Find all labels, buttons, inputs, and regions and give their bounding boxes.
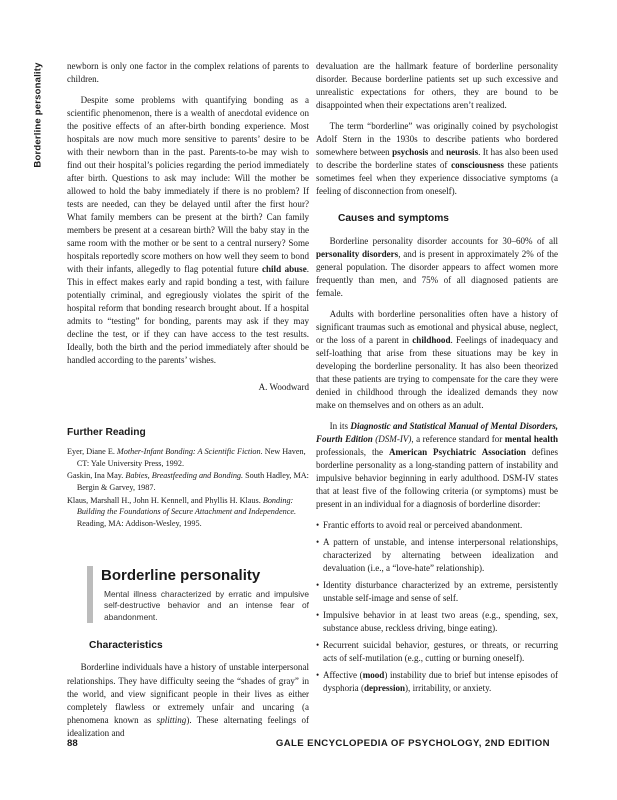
side-tab bbox=[30, 60, 46, 170]
term-link[interactable]: child abuse bbox=[262, 264, 307, 275]
paragraph: newborn is only one factor in the complex relations of parents to children. bbox=[67, 61, 309, 85]
term-link[interactable]: psychosis bbox=[392, 147, 429, 158]
paragraph: devaluation are the hallmark feature of borderline personality disorder. Because borderline patients set up such excessive and unrealistic expectations for others, they are bound to be disappointed when their expectations aren’t realized. bbox=[316, 61, 558, 111]
reference-list bbox=[67, 446, 309, 529]
term-link[interactable]: consciousness bbox=[451, 160, 504, 171]
author-signature: A. Woodward bbox=[258, 382, 309, 393]
list-item: • A pattern of unstable, and intense interpersonal relationships, characterized by alternating between idealization and devaluation (i.e., a “love-hate” relationship). bbox=[316, 536, 558, 575]
paragraph: Borderline personality disorder accounts for 30–60% of all personality disorders, and is present in approximately 2% of the general population. The disorder appears to affect women more frequently than men, and 75% of all diagnosed patients are female. bbox=[316, 235, 558, 298]
list-item: • Affective (mood) instability due to brief but intense episodes of dysphoria (depression), irritability, or anxiety. bbox=[316, 669, 558, 695]
text: ). These alternating feelings of idealization and bbox=[67, 714, 309, 738]
text-italic: splitting bbox=[156, 714, 187, 725]
paragraph bbox=[67, 661, 309, 739]
criteria-list bbox=[316, 519, 558, 695]
term-link[interactable]: personality disorders bbox=[316, 248, 399, 259]
causes-heading: Causes and symptoms bbox=[338, 213, 449, 225]
list-item: • Recurrent suicidal behavior, gestures, or threats, or recurring acts of self-mutilation (e.g., cutting or burning oneself). bbox=[316, 639, 558, 665]
list-item: • Frantic efforts to avoid real or perceived abandonment. bbox=[316, 519, 558, 532]
paragraph bbox=[67, 94, 309, 367]
entry-definition: Mental illness characterized by erratic and impulsive self-destructive behavior and an intense fear of abandonment. bbox=[104, 589, 309, 622]
paragraph: In its Diagnostic and Statistical Manual of Mental Disorders, Fourth Edition (DSM-IV), a reference standard for mental health professionals, the American Psychiatric Association defines borderline personality as a long-standing pattern of instability and impulsive behavior beginning in early adulthood. DSM-IV states that at least five of the following criteria (or symptoms) must be present in an individual for a diagnosis of borderline disorder: bbox=[316, 421, 559, 510]
term-link[interactable]: Diagnostic and Statistical Manual of Mental Disorders, Fourth Edition bbox=[316, 421, 559, 445]
term-link[interactable]: depression bbox=[363, 683, 406, 694]
reference: Klaus, Marshall H., John H. Kennell, and Phyllis H. Klaus. Bonding: Building the Foundations of Secure Attachment and Independence. Reading, MA: Addison-Wesley, 1995. bbox=[67, 495, 297, 528]
left-column bbox=[67, 60, 309, 748]
entry-title: Borderline personality bbox=[101, 566, 261, 584]
side-tab-label: Borderline personality bbox=[32, 62, 44, 168]
text: Borderline individuals have a history of unstable interpersonal relationships. They have difficulty seeing the “shades of gray” in the world, and view significant people in their lives as either completely flawless or extremely unfair and uncaring (a phenomena known as bbox=[67, 662, 309, 725]
term-link[interactable]: American Psychiatric Association bbox=[388, 447, 526, 458]
paragraph: Adults with borderline personalities often have a history of significant traumas such as emotional and physical abuse, neglect, or the loss of a parent in childhood. Feelings of inadequacy and self-loathing that arise from these situations may be key in developing the borderline personality. It has also been theorized that these patients are trying to compensate for the care they were denied in childhood through the idealized demands they now make on themselves and on others as an adult. bbox=[316, 308, 558, 411]
reference: Gaskin, Ina May. Babies, Breastfeeding and Bonding. South Hadley, MA: Bergin & Garvey, 1987. bbox=[67, 471, 309, 492]
term-link[interactable]: mood bbox=[362, 670, 385, 681]
further-reading-heading: Further Reading bbox=[67, 427, 146, 439]
characteristics-heading: Characteristics bbox=[89, 639, 163, 651]
right-column bbox=[316, 60, 558, 699]
publication-title: GALE ENCYCLOPEDIA OF PSYCHOLOGY, 2ND EDITION bbox=[275, 738, 550, 749]
entry-header bbox=[87, 566, 309, 623]
term-link[interactable]: mental health bbox=[504, 434, 558, 445]
list-item: • Identity disturbance characterized by an extreme, persistently unstable self-image and sense of self. bbox=[316, 579, 558, 605]
reference: Eyer, Diane E. Mother-Infant Bonding: A Scientific Fiction. New Haven, CT: Yale University Press, 1992. bbox=[67, 447, 306, 468]
list-item: • Impulsive behavior in at least two areas (e.g., spending, sex, substance abuse, reckless driving, binge eating). bbox=[316, 609, 558, 635]
text: Despite some problems with quantifying bonding as a scientific phenomenon, there is a wealth of anecdotal evidence on the positive effects of an after-birth bonding experience. Most hospitals are now much more sensitive to parents’ desire to be with their newborn than in the past. Parents-to-be may wish to find out their hospital’s policies regarding the period immediately after birth. Questions to ask may include: Will the mother be allowed to hold the baby immediately if there is no problem? If tests are needed, can they be delayed until after the first hour? What family members can be present at the birth? Can family members be present at a cesarean birth? Will the baby stay in the same room with the mother or be sent to a central nursery? Some hospitals reportedly score mothers on how well they seem to bond with their infants, allegedly to flag potential future bbox=[67, 95, 309, 275]
term-link[interactable]: childhood bbox=[412, 334, 451, 345]
text: . This in effect makes early and rapid bonding a test, with failure potentially criminal, and egregiously violates the spirit of the hospital reform that bonding research brought about. If a hospital admits to “testing” for bonding, parents may ask if they may decline the test, or if they can have access to the test results. Ideally, both the birth and the period immediately after should be handled according to the parents’ wishes. bbox=[67, 264, 309, 366]
term-link[interactable]: neurosis bbox=[446, 147, 479, 158]
paragraph: The term “borderline” was originally coined by psychologist Adolf Stern in the 1930s to describe patients who bordered somewhere between psychosis and neurosis. It has also been used to describe the borderline states of consciousness these patients sometimes feel when they experience dissociative symptoms (a feeling of disconnection from oneself). bbox=[316, 121, 558, 197]
page-number: 88 bbox=[67, 738, 78, 749]
